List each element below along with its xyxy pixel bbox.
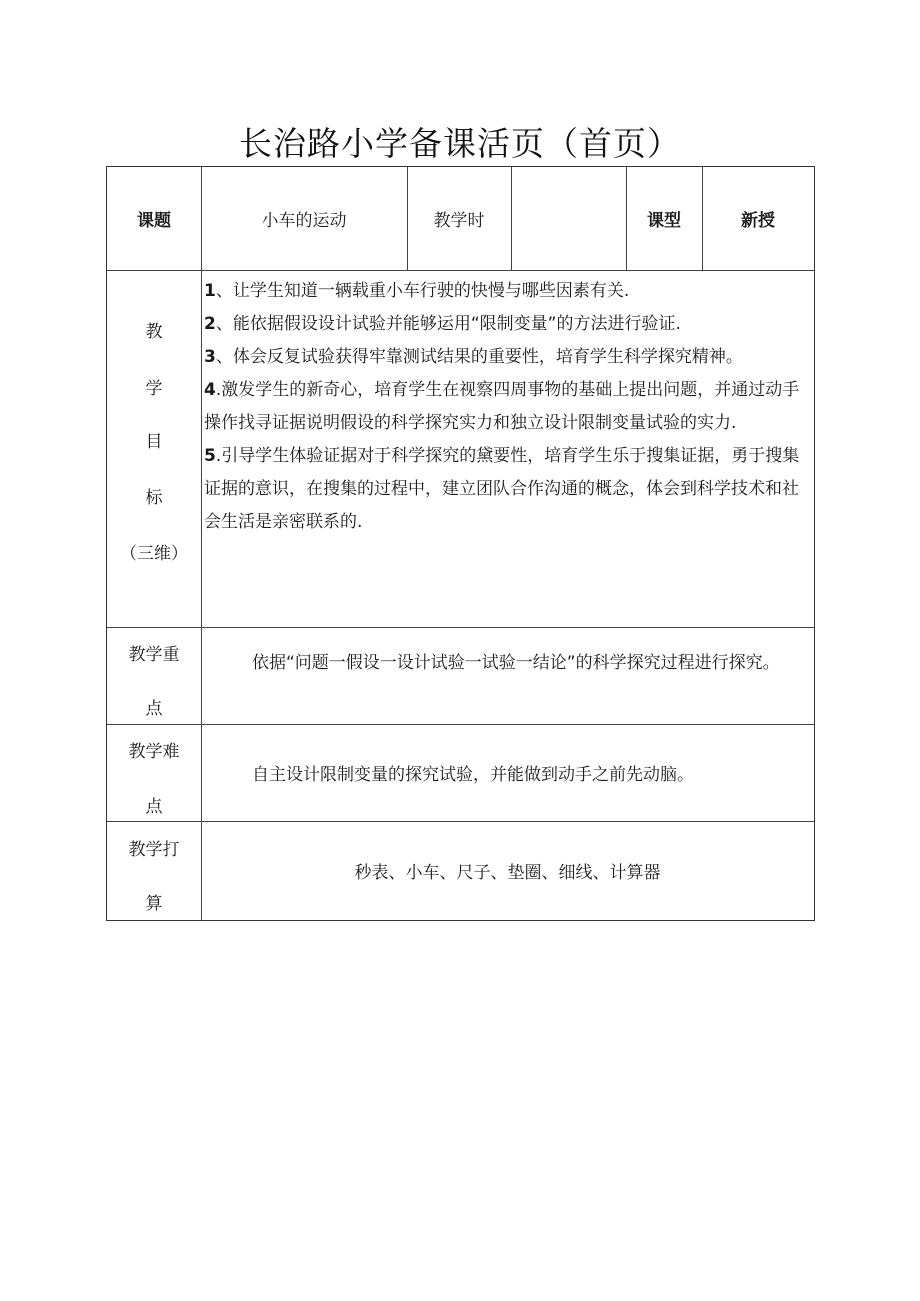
column-divider (201, 167, 202, 920)
preparation-text: 秒表、小车、尺子、垫圈、细线、计算器 (354, 863, 661, 883)
objectives-label-char: 教 (145, 322, 163, 342)
page-title: 长治路小学备课活页（首页） (239, 124, 681, 163)
row-divider (107, 627, 814, 628)
key-points-text: 依据“问题一假设一设计试验一试验一结论”的科学探究过程进行探究。 (252, 653, 780, 673)
objectives-label-char: 学 (145, 379, 163, 399)
hours-label: 教学时 (433, 211, 485, 231)
objective-item: 5.引导学生体验证据对于科学探究的黛要性，培育学生乐于搜集证据，勇于搜集证据的意识，在搜集的过程中，建立团队合作沟通的概念，体会到科学技术和社会生活是亲密联系的. (204, 446, 800, 532)
objective-item: 4.激发学生的新奇心，培育学生在视察四周事物的基础上提出问题，并通过动手操作找寻证据说明假设的科学探究实力和独立设计限制变量试验的实力. (204, 380, 800, 433)
key-points-label: 教学重 (128, 645, 180, 665)
difficult-points-label: 点 (145, 797, 163, 817)
topic-value: 小车的运动 (261, 211, 347, 231)
difficult-points-text: 自主设计限制变量的探究试验，并能做到动手之前先动脑。 (252, 765, 694, 785)
key-points-label: 点 (145, 699, 163, 719)
topic-label: 课题 (137, 211, 171, 231)
difficult-points-label: 教学难 (128, 742, 180, 762)
row-divider (107, 821, 814, 822)
objectives-list (204, 275, 814, 539)
objectives-label-char: 标 (145, 488, 163, 508)
objective-item: 3、体会反复试验获得牢靠测试结果的重要性，培育学生科学探究精神。 (204, 347, 743, 367)
objective-item: 2、能依据假设设计试验并能够运用“限制变量”的方法进行验证. (204, 314, 681, 334)
preparation-label: 教学打 (128, 840, 180, 860)
objectives-label-char: （三维） (120, 544, 188, 564)
type-label: 课型 (647, 211, 681, 231)
row-divider (107, 724, 814, 725)
hours-value (511, 167, 626, 270)
objectives-label-char: 目 (145, 432, 163, 452)
objective-item: 1、让学生知道一辆载重小车行驶的快慢与哪些因素有关. (204, 281, 630, 301)
lesson-plan-table (106, 166, 815, 921)
row-divider (107, 270, 814, 271)
type-value: 新授 (741, 211, 775, 231)
preparation-label: 算 (145, 894, 163, 914)
